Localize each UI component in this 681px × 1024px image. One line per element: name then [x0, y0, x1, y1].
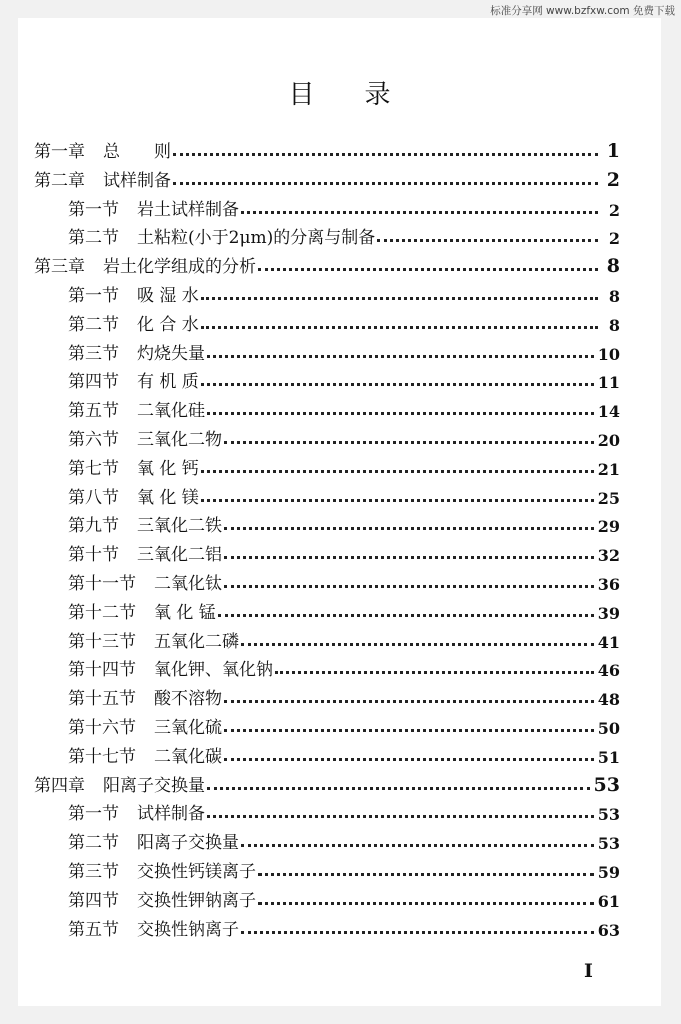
entry-number: 第三节 [68, 343, 119, 364]
toc-section-entry [68, 366, 620, 392]
toc-section-entry [68, 453, 620, 479]
entry-label [34, 771, 205, 796]
entry-title: 交换性钠离子 [137, 919, 239, 940]
entry-page-number: 21 [597, 459, 620, 479]
entry-page-number: 53 [593, 773, 620, 796]
entry-number: 第二章 [34, 170, 85, 191]
entry-number: 第六节 [68, 430, 119, 450]
entry-title: 试样制备 [103, 170, 171, 191]
entry-page-number: 50 [597, 719, 620, 738]
entry-title: 吸 湿 水 [137, 286, 199, 306]
entry-page-number: 41 [597, 632, 620, 652]
toc-section-entry [68, 914, 620, 940]
entry-label [68, 281, 199, 306]
toc-section-entry [68, 827, 620, 853]
dot-leader [241, 931, 594, 934]
toc-section-entry [68, 712, 620, 738]
entry-label [68, 655, 273, 680]
dot-leader [207, 355, 594, 358]
entry-title: 氧 化 锰 [154, 602, 216, 623]
dot-leader [241, 844, 594, 847]
entry-title: 土粘粒(小于2μm)的分离与制备 [137, 228, 376, 249]
entry-number: 第二节 [68, 314, 119, 335]
entry-number: 第五节 [68, 401, 119, 422]
entry-title: 岩土试样制备 [137, 199, 239, 220]
entry-page-number: 39 [597, 603, 620, 623]
entry-label [68, 598, 216, 623]
entry-page-number: 51 [597, 747, 620, 767]
entry-page-number: 8 [606, 255, 620, 278]
entry-number: 第三节 [68, 862, 119, 882]
dot-leader [201, 383, 594, 386]
dot-leader [241, 643, 594, 646]
entry-page-number: 10 [597, 344, 620, 364]
entry-label [68, 396, 205, 421]
dot-leader [224, 527, 594, 530]
entry-title: 氧化钾、氧化钠 [154, 660, 273, 681]
entry-number: 第四章 [34, 775, 85, 796]
entry-label [34, 166, 171, 191]
dot-leader [207, 815, 594, 818]
toc-section-entry [68, 798, 620, 824]
toc-section-entry [68, 280, 620, 306]
entry-title: 三氧化硫 [154, 718, 222, 738]
entry-title: 阳离子交换量 [103, 775, 205, 796]
entry-page-number: 53 [597, 805, 620, 825]
entry-number: 第十节 [68, 545, 119, 566]
entry-number: 第十六节 [68, 718, 136, 738]
entry-number: 第十一节 [68, 574, 136, 594]
dot-leader [377, 239, 598, 242]
dot-leader [224, 700, 594, 703]
entry-label [68, 367, 199, 392]
entry-number: 第三章 [34, 257, 85, 278]
entry-title: 试样制备 [137, 804, 205, 825]
entry-page-number: 2 [606, 168, 620, 191]
toc-section-entry [68, 395, 620, 421]
entry-number: 第二节 [68, 833, 119, 854]
entry-label [68, 799, 205, 824]
entry-label [68, 886, 256, 911]
dot-leader [201, 470, 594, 473]
toc-chapter-entry [34, 770, 620, 796]
entry-title: 氧 化 镁 [137, 487, 199, 508]
dot-leader [173, 182, 598, 185]
dot-leader [201, 499, 594, 502]
entry-label [68, 828, 239, 853]
toc-section-entry [68, 424, 620, 450]
dot-leader [201, 326, 598, 329]
dot-leader [207, 412, 594, 415]
entry-page-number: 8 [608, 315, 620, 335]
dot-leader [173, 153, 598, 156]
entry-title: 酸不溶物 [154, 689, 222, 710]
entry-page-number: 46 [597, 661, 620, 681]
document-page [18, 18, 661, 1006]
toc-section-entry [68, 885, 620, 911]
entry-page-number: 53 [597, 834, 620, 854]
dot-leader [258, 873, 594, 876]
toc-chapter-entry [34, 251, 620, 277]
entry-title: 三氧化二铁 [137, 516, 222, 537]
toc-chapter-entry [34, 136, 620, 162]
dot-leader [258, 902, 594, 905]
toc-chapter-entry [34, 165, 620, 191]
entry-title: 氧 化 钙 [137, 458, 199, 479]
toc-section-entry [68, 338, 620, 364]
entry-page-number: 14 [597, 402, 620, 422]
dot-leader [224, 441, 594, 444]
entry-page-number: 48 [597, 690, 620, 710]
entry-label [68, 569, 222, 594]
toc-section-entry [68, 654, 620, 680]
entry-title: 二氧化硅 [137, 401, 205, 422]
entry-title: 有 机 质 [137, 372, 199, 393]
entry-number: 第十四节 [68, 660, 136, 681]
entry-title: 交换性钙镁离子 [137, 862, 256, 882]
entry-page-number: 1 [606, 140, 620, 162]
dot-leader [201, 297, 598, 300]
entry-label [68, 195, 239, 220]
entry-title: 阳离子交换量 [137, 833, 239, 854]
toc-section-entry [68, 741, 620, 767]
entry-label [68, 310, 199, 335]
entry-number: 第一节 [68, 804, 119, 825]
entry-title: 总 则 [103, 142, 171, 162]
entry-label [68, 454, 199, 479]
entry-page-number: 36 [597, 575, 620, 594]
entry-number: 第十七节 [68, 746, 136, 767]
entry-title: 灼烧失量 [137, 343, 205, 364]
entry-label [68, 425, 222, 450]
toc-section-entry [68, 856, 620, 882]
entry-label [68, 339, 205, 364]
toc-section-entry [68, 626, 620, 652]
entry-label [34, 252, 256, 277]
entry-number: 第一节 [68, 199, 119, 220]
entry-page-number: 63 [597, 920, 620, 940]
toc-section-entry [68, 194, 620, 220]
entry-number: 第七节 [68, 458, 119, 479]
entry-page-number: 20 [597, 431, 620, 450]
entry-title: 三氧化二物 [137, 430, 222, 450]
toc-section-entry [68, 539, 620, 565]
entry-number: 第十五节 [68, 689, 136, 710]
dot-leader [224, 585, 594, 588]
entry-label [68, 742, 222, 767]
entry-label [68, 511, 222, 536]
toc-section-entry [68, 222, 620, 248]
toc-section-entry [68, 597, 620, 623]
entry-number: 第十二节 [68, 602, 136, 623]
title-char-2: 录 [364, 80, 391, 110]
dot-leader [224, 556, 594, 559]
entry-page-number: 11 [597, 373, 620, 393]
entry-number: 第一章 [34, 142, 85, 162]
entry-number: 第八节 [68, 487, 119, 508]
entry-page-number: 8 [608, 287, 620, 306]
dot-leader [241, 211, 598, 214]
entry-number: 第二节 [68, 228, 119, 249]
dot-leader [218, 614, 594, 617]
entry-page-number: 2 [608, 200, 620, 220]
dot-leader [275, 671, 594, 674]
entry-title: 二氧化碳 [154, 746, 222, 767]
entry-title: 交换性钾钠离子 [137, 890, 256, 911]
entry-number: 第一节 [68, 286, 119, 306]
toc-section-entry [68, 482, 620, 508]
toc-section-entry [68, 683, 620, 709]
entry-page-number: 2 [608, 229, 620, 249]
page-title [18, 74, 661, 111]
dot-leader [224, 758, 594, 761]
dot-leader [258, 268, 598, 271]
dot-leader [207, 787, 590, 790]
entry-number: 第五节 [68, 919, 119, 940]
entry-label [68, 713, 222, 738]
entry-page-number: 29 [597, 517, 620, 537]
entry-label [34, 137, 171, 162]
page-number: I [584, 960, 593, 982]
title-char-1: 目 [288, 80, 315, 110]
entry-label [68, 540, 222, 565]
entry-title: 化 合 水 [137, 314, 199, 335]
entry-number: 第十三节 [68, 631, 136, 652]
entry-number: 第四节 [68, 372, 119, 393]
entry-title: 岩土化学组成的分析 [103, 257, 256, 278]
entry-label [68, 627, 239, 652]
entry-page-number: 32 [597, 546, 620, 566]
entry-label [68, 223, 375, 248]
entry-title: 二氧化钛 [154, 574, 222, 594]
toc-section-entry [68, 309, 620, 335]
toc-section-entry [68, 568, 620, 594]
entry-label [68, 915, 239, 940]
entry-number: 第九节 [68, 516, 119, 537]
dot-leader [224, 729, 594, 732]
entry-page-number: 25 [597, 488, 620, 508]
toc-section-entry [68, 510, 620, 536]
entry-title: 三氧化二铝 [137, 545, 222, 566]
entry-page-number: 59 [597, 863, 620, 882]
entry-label [68, 483, 199, 508]
entry-title: 五氧化二磷 [154, 631, 239, 652]
entry-page-number: 61 [597, 891, 620, 911]
entry-number: 第四节 [68, 890, 119, 911]
entry-label [68, 857, 256, 882]
entry-label [68, 684, 222, 709]
watermark: 标准分享网 www.bzfxw.com 免费下载 [490, 5, 675, 17]
